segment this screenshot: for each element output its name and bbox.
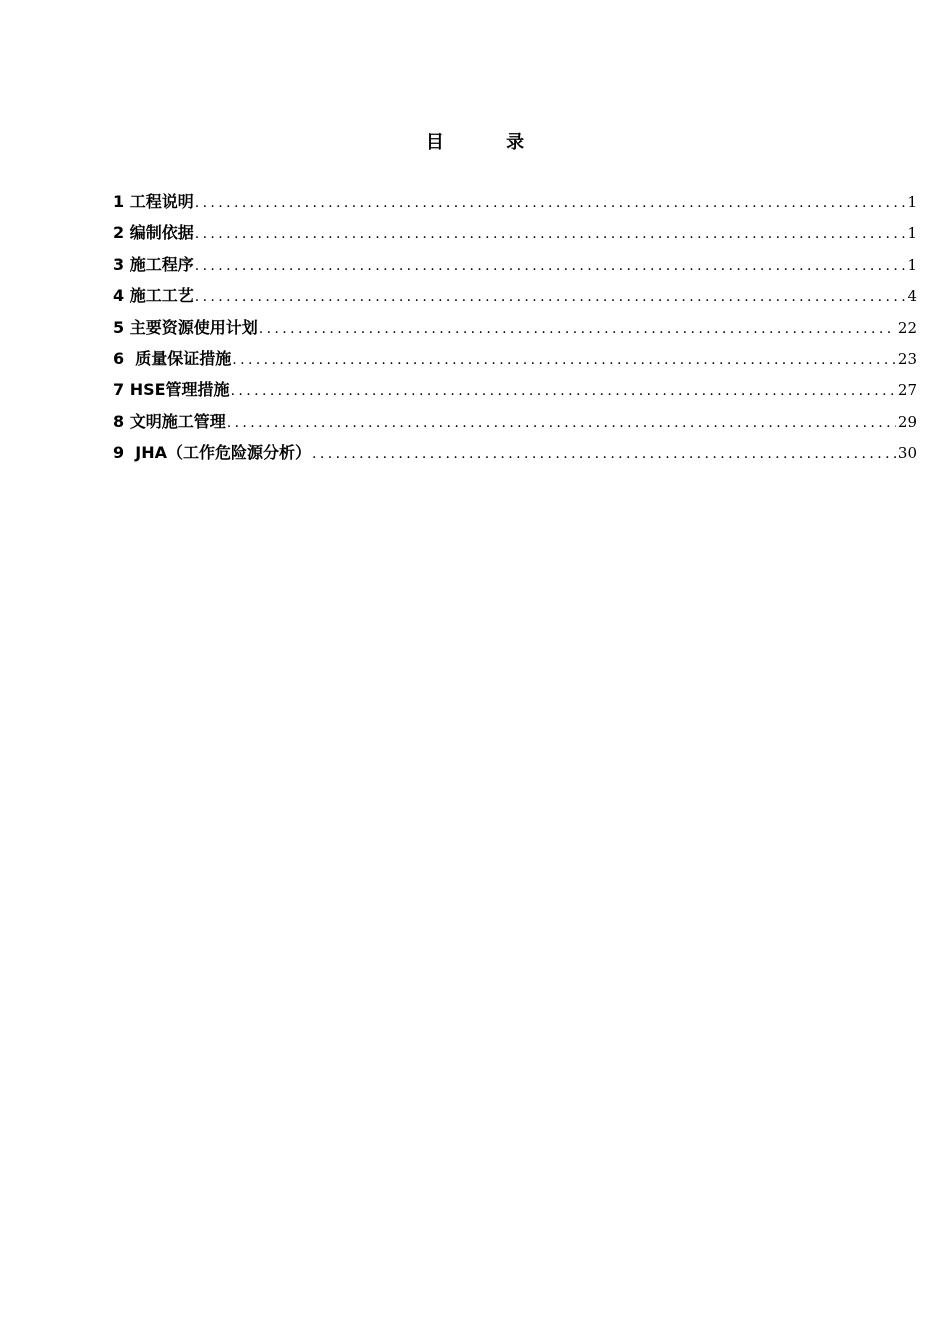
toc-dot-leader <box>231 378 896 404</box>
toc-entry-label: 6 质量保证措施 <box>113 348 232 368</box>
toc-dot-leader <box>195 190 906 216</box>
toc-dot-leader <box>195 284 906 310</box>
toc-entry-label: 1 工程说明 <box>113 192 194 211</box>
toc-dot-leader <box>227 410 896 436</box>
toc-entry-page: 27 <box>897 381 917 400</box>
toc-entry[interactable] <box>113 283 917 314</box>
toc-entry[interactable] <box>113 189 917 220</box>
toc-dot-leader <box>195 221 906 247</box>
toc-entry-page: 23 <box>897 349 917 368</box>
toc-entry[interactable] <box>113 252 917 283</box>
toc-dot-leader <box>259 316 896 342</box>
toc-entry[interactable] <box>113 315 917 346</box>
table-of-contents <box>113 189 917 472</box>
toc-entry[interactable] <box>113 409 917 440</box>
toc-dot-leader <box>312 441 896 467</box>
toc-entry-label: 3 施工程序 <box>113 254 194 274</box>
toc-entry-page: 1 <box>907 224 917 243</box>
toc-entry-label: 5 主要资源使用计划 <box>113 317 258 337</box>
toc-entry-page: 22 <box>897 318 917 337</box>
toc-entry[interactable] <box>113 440 917 471</box>
toc-entry-label: 9 JHA（工作危险源分析） <box>113 443 312 463</box>
toc-entry-label: 8 文明施工管理 <box>113 411 226 431</box>
toc-title: 目 录 <box>425 132 553 153</box>
toc-entry-label: 7 HSE管理措施 <box>113 380 230 400</box>
toc-entry-label: 4 施工工艺 <box>113 286 194 306</box>
toc-entry[interactable] <box>113 346 917 377</box>
toc-entry-page: 4 <box>907 287 917 306</box>
toc-entry-page: 29 <box>897 412 917 431</box>
toc-entry-page: 1 <box>907 193 917 211</box>
toc-entry-page: 30 <box>897 444 917 463</box>
toc-entry[interactable] <box>113 220 917 251</box>
toc-entry-label: 2 编制依据 <box>113 223 194 243</box>
toc-entry[interactable] <box>113 377 917 408</box>
toc-dot-leader <box>232 347 896 373</box>
toc-dot-leader <box>195 253 906 279</box>
toc-entry-page: 1 <box>907 255 917 274</box>
